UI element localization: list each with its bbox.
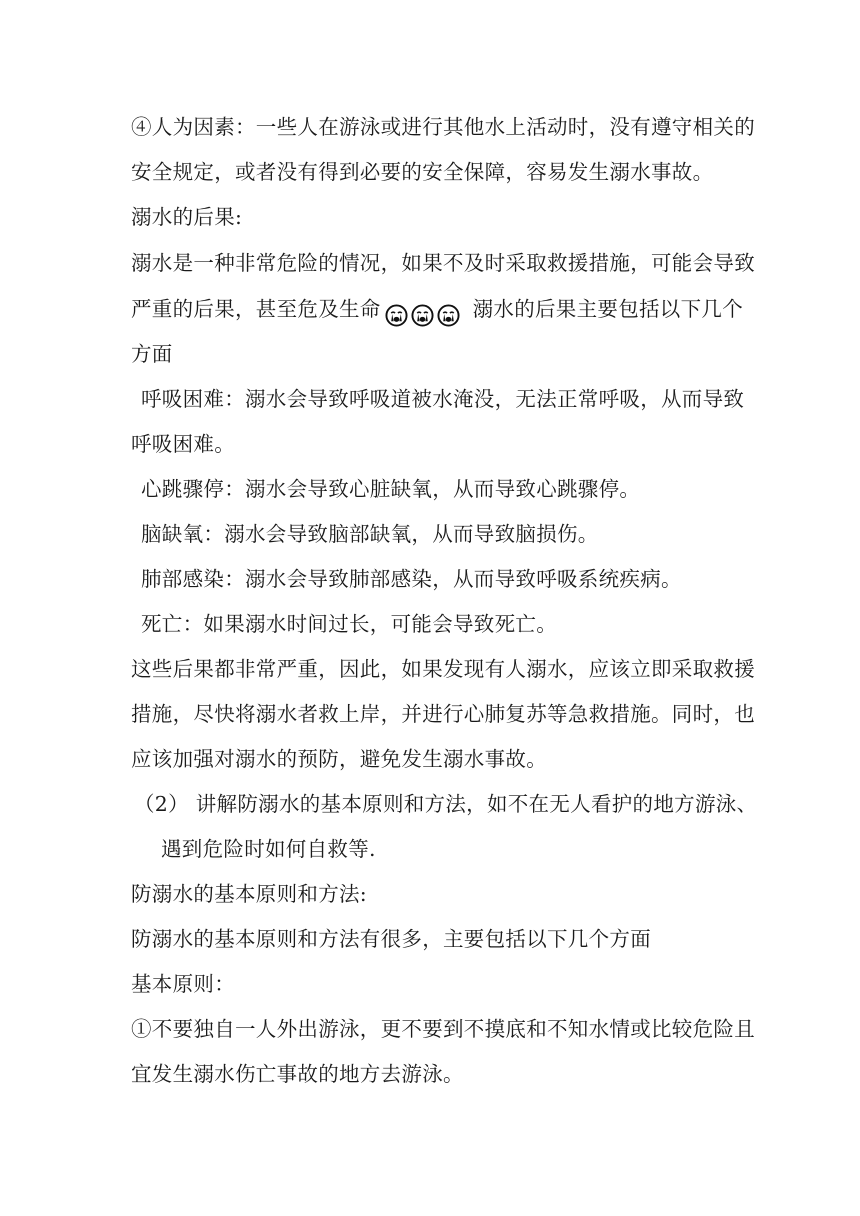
section-heading: 基本原则： [131, 972, 235, 996]
list-item: 脑缺氧：溺水会导致脑部缺氧，从而导致脑损伤。 [141, 522, 599, 546]
paragraph-line: ①不要独自一人外出游泳，更不要到不摸底和不知水情或比较危险且 [131, 1017, 755, 1041]
paragraph-line: 措施，尽快将溺水者救上岸，并进行心肺复苏等急救措施。同时，也 [131, 702, 755, 726]
emoji-group [385, 299, 463, 329]
paragraph-line: 安全规定，或者没有得到必要的安全保障，容易发生溺水事故。 [131, 160, 714, 184]
paragraph-line: ④人为因素：一些人在游泳或进行其他水上活动时，没有遵守相关的 [131, 115, 755, 139]
paragraph-line-with-emoji [131, 294, 743, 329]
paragraph-line: 这些后果都非常严重，因此，如果发现有人溺水，应该立即采取救援 [131, 657, 755, 681]
numbered-item-continuation: 遇到危险时如何自救等. [161, 837, 376, 861]
line-text-before-emoji: 严重的后果，甚至危及生命 [131, 297, 381, 321]
line-text-after-emoji: 溺水的后果主要包括以下几个 [472, 297, 744, 321]
crying-face-icon [411, 304, 434, 327]
crying-face-icon [437, 304, 460, 327]
section-heading: 溺水的后果: [131, 205, 243, 229]
section-heading: 防溺水的基本原则和方法: [131, 882, 368, 906]
numbered-item-line: （2） 讲解防溺水的基本原则和方法，如不在无人看护的地方游泳、 [134, 792, 758, 816]
paragraph-line: 防溺水的基本原则和方法有很多，主要包括以下几个方面 [131, 927, 651, 951]
paragraph-line: 呼吸困难。 [131, 432, 235, 456]
list-item-line: 呼吸困难：溺水会导致呼吸道被水淹没，无法正常呼吸，从而导致 [141, 387, 745, 411]
crying-face-icon [385, 304, 408, 327]
paragraph-line: 方面 [131, 342, 173, 366]
paragraph-line: 宜发生溺水伤亡事故的地方去游泳。 [131, 1062, 464, 1086]
list-item: 死亡：如果溺水时间过长，可能会导致死亡。 [141, 612, 557, 636]
list-item: 肺部感染：溺水会导致肺部感染，从而导致呼吸系统疾病。 [141, 567, 682, 591]
paragraph-line: 应该加强对溺水的预防，避免发生溺水事故。 [131, 747, 547, 771]
paragraph-line: 溺水是一种非常危险的情况，如果不及时采取救援措施，可能会导致 [131, 251, 755, 275]
list-item: 心跳骤停：溺水会导致心脏缺氧，从而导致心跳骤停。 [141, 477, 641, 501]
